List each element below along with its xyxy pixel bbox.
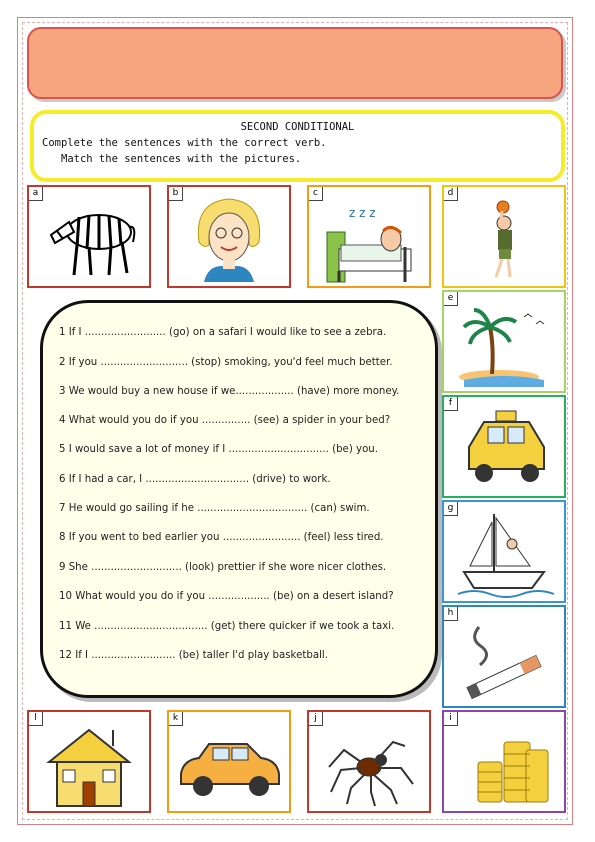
picture-box-l bbox=[27, 710, 151, 813]
cigarette-icon bbox=[444, 607, 564, 706]
taxi-icon bbox=[444, 397, 564, 496]
sentence-6: 6 If I had a car, I ................................ (drive) to work. bbox=[59, 474, 331, 485]
sentence-11: 11 We ................................... (get) there quicker if we took a taxi. bbox=[59, 621, 395, 632]
coins-icon bbox=[444, 712, 564, 811]
picture-box-e bbox=[442, 290, 566, 393]
picture-box-b bbox=[167, 185, 291, 288]
picture-label: a bbox=[29, 187, 43, 201]
picture-label: j bbox=[309, 712, 323, 726]
picture-box-h bbox=[442, 605, 566, 708]
instruction-line-2: Match the sentences with the pictures. bbox=[61, 153, 302, 165]
picture-box-g bbox=[442, 500, 566, 603]
instructions-box bbox=[30, 110, 565, 182]
sleeping-in-bed-icon bbox=[309, 187, 429, 286]
sentence-3: 3 We would buy a new house if we.................. (have) more money. bbox=[59, 386, 400, 397]
title-banner bbox=[27, 27, 563, 99]
sentence-2: 2 If you ........................... (stop) smoking, you'd feel much better. bbox=[59, 357, 393, 368]
worksheet-title: SECOND CONDITIONAL bbox=[240, 121, 355, 133]
picture-box-i bbox=[442, 710, 566, 813]
instruction-line-1: Complete the sentences with the correct verb. bbox=[42, 137, 327, 149]
sentence-5: 5 I would save a lot of money if I ............................... (be) you. bbox=[59, 444, 378, 455]
car-icon bbox=[169, 712, 289, 811]
picture-label: f bbox=[444, 397, 458, 411]
picture-label: d bbox=[444, 187, 458, 201]
picture-label: i bbox=[444, 712, 458, 726]
house-icon bbox=[29, 712, 149, 811]
picture-box-j bbox=[307, 710, 431, 813]
picture-label: g bbox=[444, 502, 458, 516]
basketball-player-icon bbox=[444, 187, 564, 286]
picture-label: l bbox=[29, 712, 43, 726]
picture-box-a bbox=[27, 185, 151, 288]
sailing-boat-icon bbox=[444, 502, 564, 601]
picture-label: e bbox=[444, 292, 458, 306]
sentence-7: 7 He would go sailing if he .................................. (can) swim. bbox=[59, 503, 370, 514]
desert-island-icon bbox=[444, 292, 564, 391]
sentence-10: 10 What would you do if you ................... (be) on a desert island? bbox=[59, 591, 394, 602]
sentences-panel bbox=[40, 300, 438, 698]
zebra-icon bbox=[29, 187, 149, 286]
picture-label: k bbox=[169, 712, 183, 726]
sentence-9: 9 She ............................ (look) prettier if she wore nicer clothes. bbox=[59, 562, 387, 573]
svg-text:z z z: z z z bbox=[349, 206, 376, 220]
picture-box-c bbox=[307, 185, 431, 288]
picture-box-d bbox=[442, 185, 566, 288]
picture-label: b bbox=[169, 187, 183, 201]
woman-icon bbox=[169, 187, 289, 286]
sentence-8: 8 If you went to bed earlier you ........................ (feel) less tired. bbox=[59, 532, 384, 543]
sentence-1: 1 If I ......................... (go) on a safari I would like to see a zebra. bbox=[59, 327, 387, 338]
picture-label: c bbox=[309, 187, 323, 201]
sentence-4: 4 What would you do if you ............... (see) a spider in your bed? bbox=[59, 415, 391, 426]
spider-icon bbox=[309, 712, 429, 811]
picture-box-k bbox=[167, 710, 291, 813]
sentence-12: 12 If I .......................... (be) taller I'd play basketball. bbox=[59, 650, 328, 661]
picture-box-f bbox=[442, 395, 566, 498]
picture-label: h bbox=[444, 607, 458, 621]
